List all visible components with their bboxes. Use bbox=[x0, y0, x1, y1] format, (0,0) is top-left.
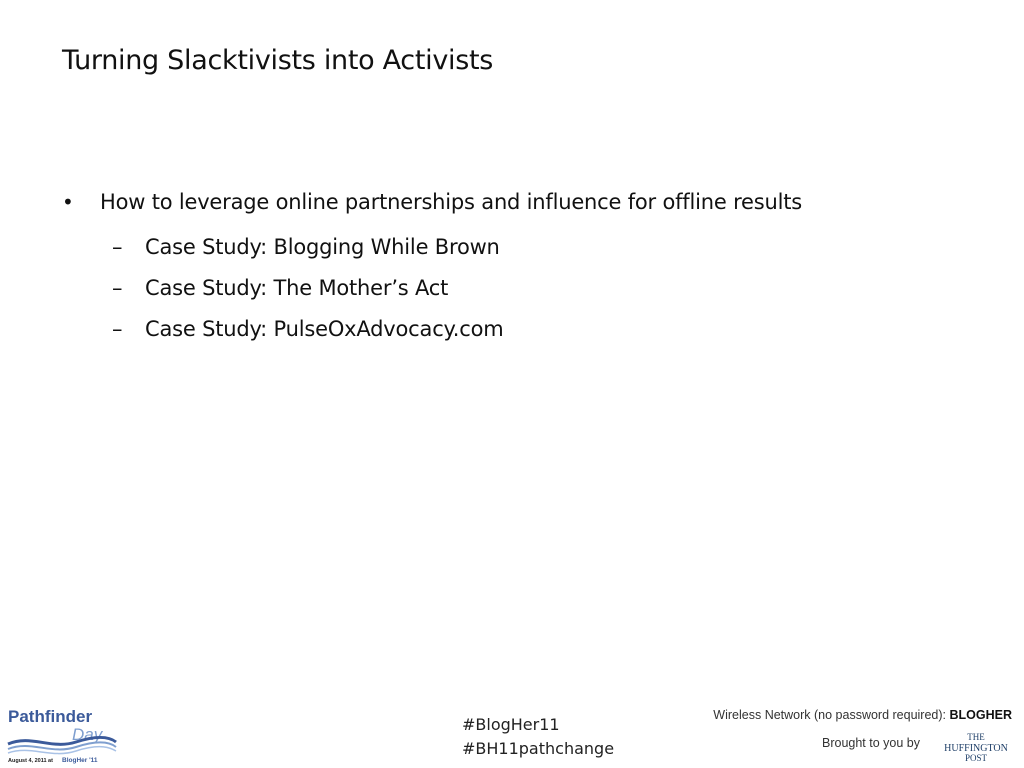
svg-text:HUFFINGTON: HUFFINGTON bbox=[944, 743, 1008, 754]
slide-title: Turning Slacktivists into Activists bbox=[62, 45, 494, 76]
pathfinder-day-logo-icon bbox=[6, 704, 118, 766]
bullet-item bbox=[62, 186, 982, 218]
bullet-text: How to leverage online partnerships and influence for offline results bbox=[100, 190, 803, 214]
svg-text:THE: THE bbox=[967, 732, 985, 742]
sub-bullet-item bbox=[112, 309, 982, 350]
slide-content bbox=[62, 186, 982, 350]
svg-text:BlogHer '11: BlogHer '11 bbox=[62, 757, 98, 764]
huffington-post-logo-icon bbox=[936, 730, 1016, 764]
bullet-marker: • bbox=[62, 190, 74, 214]
svg-text:Day: Day bbox=[72, 725, 103, 744]
hashtag: #BlogHer11 bbox=[462, 715, 560, 734]
wireless-ssid: BLOGHER bbox=[949, 708, 1012, 722]
sub-bullet-item bbox=[112, 227, 982, 268]
sub-bullet-marker: – bbox=[112, 276, 123, 300]
hashtags bbox=[462, 713, 614, 761]
brought-to-you-by: Brought to you by bbox=[822, 736, 920, 750]
sub-bullet-item bbox=[112, 268, 982, 309]
sub-bullet-text: Case Study: PulseOxAdvocacy.com bbox=[145, 317, 504, 341]
wireless-label: Wireless Network (no password required): bbox=[713, 708, 950, 722]
sub-bullet-list bbox=[112, 227, 982, 350]
wireless-network-note bbox=[713, 708, 1012, 722]
svg-text:POST: POST bbox=[964, 753, 988, 763]
sub-bullet-marker: – bbox=[112, 317, 123, 341]
hashtag: #BH11pathchange bbox=[462, 739, 615, 758]
sub-bullet-marker: – bbox=[112, 235, 123, 259]
svg-text:August 4, 2011 at: August 4, 2011 at bbox=[8, 758, 53, 764]
svg-text:Pathfinder: Pathfinder bbox=[8, 707, 93, 726]
sub-bullet-text: Case Study: The Mother’s Act bbox=[145, 276, 449, 300]
sub-bullet-text: Case Study: Blogging While Brown bbox=[145, 235, 500, 259]
